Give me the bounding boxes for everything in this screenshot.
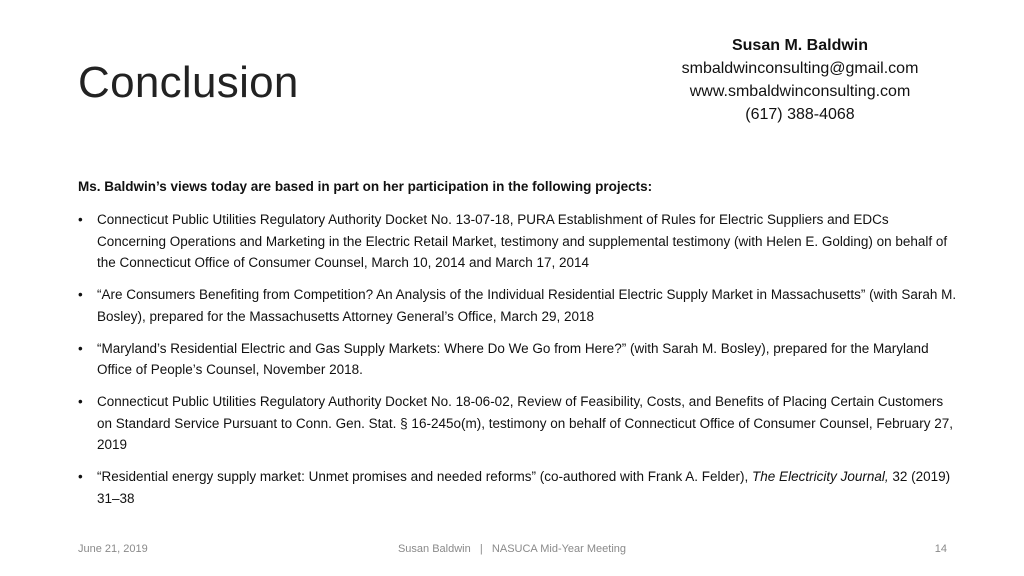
contact-phone: (617) 388-4068: [745, 106, 855, 123]
contact-email: smbaldwinconsulting@gmail.com: [681, 60, 919, 77]
bullet-icon: •: [78, 394, 83, 409]
bullet-icon: •: [78, 340, 83, 356]
page-number: 14: [934, 543, 947, 555]
project-text: Connecticut Public Utilities Regulatory Authority Docket No. 18-06-02, Review of Feasibility, Costs, and Benefits of Placing Certain Customers on Standard Service Pursuant to Conn. Gen. Stat. § 16-245o(m), testimony on behalf of Connecticut Office of Consumer Counsel, February 27, 2019: [97, 394, 953, 452]
project-text-after: 32 (2019) 31–38: [97, 469, 951, 506]
project-text: “Are Consumers Benefiting from Competition? An Analysis of the Individual Residential Electric Supply Market in Massachusetts” (with Sarah M. Bosley), prepared for the Massachusetts Attorney General’s Office, March 29, 2018: [97, 287, 957, 324]
project-list: [78, 209, 958, 520]
intro-text: Ms. Baldwin’s views today are based in part on her participation in the following projects:: [78, 179, 653, 194]
bullet-icon: •: [78, 212, 83, 227]
list-item: [78, 338, 958, 381]
contact-website: www.smbaldwinconsulting.com: [689, 83, 911, 100]
contact-name: Susan M. Baldwin: [731, 37, 868, 54]
project-text-before: “Residential energy supply market: Unmet promises and needed reforms” (co-authored with Frank A. Felder),: [97, 469, 753, 484]
contact-block: [640, 34, 960, 126]
list-item: [78, 466, 958, 509]
page-title: Conclusion: [78, 58, 299, 107]
journal-title: The Electricity Journal,: [752, 469, 889, 484]
footer-presenter: Susan Baldwin | NASUCA Mid-Year Meeting: [397, 543, 627, 555]
project-text: “Maryland’s Residential Electric and Gas Supply Markets: Where Do We Go from Here?” (with Sarah M. Bosley), prepared for the Maryland Office of People’s Counsel, November 2018.: [97, 340, 929, 377]
project-text: Connecticut Public Utilities Regulatory Authority Docket No. 13-07-18, PURA Establishment of Rules for Electric Suppliers and EDCs Concerning Operations and Marketing in the Electric Retail Market, testimony and supplemental testimony (with Helen E. Golding) on behalf of the Connecticut Office of Consumer Counsel, March 10, 2014 and March 17, 2014: [97, 212, 948, 270]
bullet-icon: •: [78, 469, 83, 484]
bullet-icon: •: [78, 287, 83, 302]
list-item: [78, 209, 958, 274]
footer-date: June 21, 2019: [78, 543, 148, 555]
list-item: [78, 391, 958, 456]
list-item: [78, 284, 958, 327]
